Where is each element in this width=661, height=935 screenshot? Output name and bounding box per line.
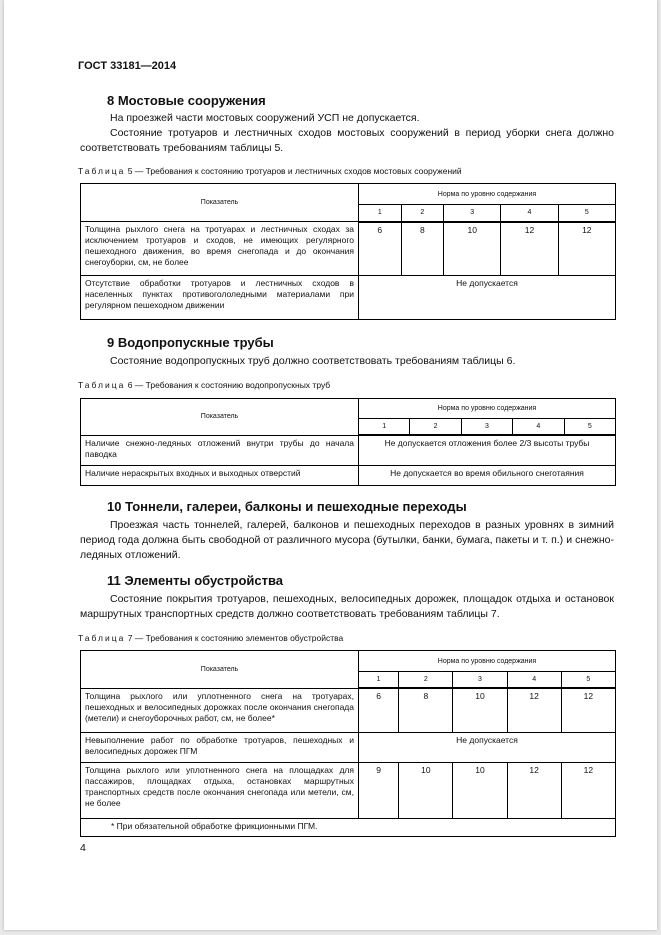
table-5-row-2-indicator: Отсутствие обработки тротуаров и лестничных сходов в населенных пунктах противогололедными материалами при регулярном пешеходном движении xyxy=(81,276,359,320)
table-7-row-3-indicator: Толщина рыхлого или уплотненного снега на площадках для пассажиров, площадках отдыха, остановках маршрутных транспортных средств после окончания снегопада или метели, см, не более xyxy=(81,762,359,818)
table-6-header-indicator: Показатель xyxy=(81,399,359,436)
table-row xyxy=(81,276,616,320)
table-6-caption-word: Таблица xyxy=(78,380,126,390)
table-6-level: 5 xyxy=(564,419,615,436)
section-9-paragraph-1: Состояние водопропускных труб должно соответствовать требованиям таблицы 6. xyxy=(110,355,516,367)
section-8-heading: 8 Мостовые сооружения xyxy=(107,93,266,108)
table-row xyxy=(81,435,616,465)
table-5 xyxy=(80,183,616,320)
table-7-header-norm: Норма по уровню содержания xyxy=(359,651,616,672)
section-8-paragraph-1: На проезжей части мостовых сооружений УСП не допускается. xyxy=(110,112,420,124)
table-7-row-3-value: 10 xyxy=(399,762,453,818)
table-6-row-1-indicator: Наличие снежно-ледяных отложений внутри трубы до начала паводка xyxy=(81,435,359,465)
table-row xyxy=(81,732,616,762)
table-7-row-1-value: 8 xyxy=(399,688,453,732)
table-5-row-1-value: 8 xyxy=(401,222,444,276)
table-7-footnote: * При обязательной обработке фрикционными ПГМ. xyxy=(81,818,616,836)
table-7-row-3-value: 9 xyxy=(359,762,399,818)
table-6-caption-text: 6 — Требования к состоянию водопропускных труб xyxy=(125,380,331,390)
table-6 xyxy=(80,398,616,486)
table-7-level: 2 xyxy=(399,672,453,689)
page-number: 4 xyxy=(80,842,86,854)
table-6-level: 1 xyxy=(359,419,410,436)
table-7-footnote-row xyxy=(81,818,616,836)
table-5-level: 2 xyxy=(401,205,444,222)
table-5-level: 5 xyxy=(558,205,615,222)
table-5-caption-text: 5 — Требования к состоянию тротуаров и лестничных сходов мостовых сооружений xyxy=(125,166,462,176)
section-10-paragraph-1: Проезжая часть тоннелей, галерей, балконов и пешеходных переходов в разных уровнях в зимний период года должна быть свободной от различного мусора (бутылки, банки, бумага, пакеты и т. п.) и снежно-ледяных отложений. xyxy=(80,519,614,561)
table-6-row-2-merged: Не допускается во время обильного снеготаяния xyxy=(359,465,616,485)
table-6-header-norm: Норма по уровню содержания xyxy=(359,399,616,419)
table-7-level: 3 xyxy=(453,672,507,689)
table-7-header-indicator: Показатель xyxy=(81,651,359,689)
table-5-header-norm: Норма по уровню содержания xyxy=(359,184,616,205)
table-6-level: 3 xyxy=(461,419,512,436)
table-7-level: 5 xyxy=(561,672,615,689)
table-6-row-2-indicator: Наличие нераскрытых входных и выходных отверстий xyxy=(81,465,359,485)
table-6-level: 2 xyxy=(410,419,461,436)
table-6-row-1-merged: Не допускается отложения более 2/3 высоты трубы xyxy=(359,435,616,465)
section-11-paragraph-1: Состояние покрытия тротуаров, пешеходных, велосипедных дорожек, площадок отдыха и остановок маршрутных транспортных средств должно соответствовать требованиям таблицы 7. xyxy=(80,593,614,620)
table-5-caption-word: Таблица xyxy=(78,166,126,176)
document-page xyxy=(4,0,657,930)
table-7-row-1-value: 12 xyxy=(507,688,561,732)
table-7-row-1-indicator: Толщина рыхлого или уплотненного снега на тротуарах, пешеходных и велосипедных дорожках после окончания снегопада (метели) и снегоуборочных работ, см, не более* xyxy=(81,688,359,732)
table-5-level: 1 xyxy=(359,205,402,222)
table-5-level: 3 xyxy=(444,205,501,222)
table-row xyxy=(81,222,616,276)
section-9-heading: 9 Водопропускные трубы xyxy=(107,335,274,350)
table-7-row-2-merged: Не допускается xyxy=(359,732,616,762)
standard-number: ГОСТ 33181—2014 xyxy=(78,60,177,72)
table-row xyxy=(81,762,616,818)
table-5-row-1-value: 12 xyxy=(558,222,615,276)
table-5-row-1-value: 10 xyxy=(444,222,501,276)
table-7-row-1-value: 6 xyxy=(359,688,399,732)
table-5-row-1-value: 6 xyxy=(359,222,402,276)
table-row xyxy=(81,465,616,485)
table-7-row-3-value: 12 xyxy=(561,762,615,818)
table-7-caption-word: Таблица xyxy=(78,633,126,643)
table-7 xyxy=(80,650,616,837)
table-7-level: 1 xyxy=(359,672,399,689)
section-10-heading: 10 Тоннели, галереи, балконы и пешеходные переходы xyxy=(107,499,467,514)
table-6-level: 4 xyxy=(513,419,564,436)
table-7-row-2-indicator: Невыполнение работ по обработке тротуаров, пешеходных и велосипедных дорожек ПГМ xyxy=(81,732,359,762)
table-7-row-1-value: 10 xyxy=(453,688,507,732)
table-5-row-1-indicator: Толщина рыхлого снега на тротуарах и лестничных сходах за исключением тротуаров и сходов, не имеющих регулярного пешеходного движения, во время снегопада и до окончания снегоуборки, см, не более xyxy=(81,222,359,276)
table-7-caption xyxy=(78,633,343,643)
section-8-paragraph-2: Состояние тротуаров и лестничных сходов мостовых сооружений в период уборки снега должно соответствовать требованиям таблицы 5. xyxy=(80,127,614,154)
table-5-row-2-merged: Не допускается xyxy=(359,276,616,320)
table-row xyxy=(81,688,616,732)
table-5-level: 4 xyxy=(501,205,558,222)
table-5-header-indicator: Показатель xyxy=(81,184,359,222)
table-7-row-1-value: 12 xyxy=(561,688,615,732)
section-11-heading: 11 Элементы обустройства xyxy=(107,573,284,588)
table-6-caption xyxy=(78,380,330,390)
table-5-row-1-value: 12 xyxy=(501,222,558,276)
table-7-caption-text: 7 — Требования к состоянию элементов обустройства xyxy=(125,633,344,643)
table-7-row-3-value: 10 xyxy=(453,762,507,818)
table-7-level: 4 xyxy=(507,672,561,689)
table-7-row-3-value: 12 xyxy=(507,762,561,818)
table-5-caption xyxy=(78,166,462,176)
